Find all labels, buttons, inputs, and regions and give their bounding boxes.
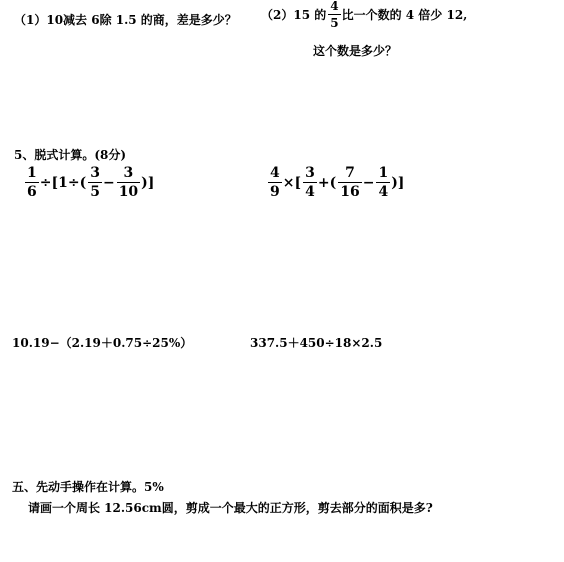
fraction-three-tenths [117,166,140,199]
fraction-numerator: 3 [305,165,315,181]
fraction-three-fifths [88,166,102,199]
fraction-numerator: 3 [123,165,134,181]
closing-brackets: )] [141,174,155,191]
expression-1 [24,166,155,199]
fraction-four-fifths [328,0,340,29]
fraction-denominator: 10 [118,184,139,200]
fraction-one-sixth [25,166,39,199]
question-2-line-2: 这个数是多少？ [313,44,398,58]
section-wu-title: 五、先动手操作在计算。5% [12,480,164,494]
operator-minus: − [362,174,375,191]
fraction-denominator: 4 [378,184,389,200]
operator-minus: − [102,174,115,191]
fraction-denominator: 6 [27,184,37,200]
fraction-numerator: 1 [27,165,37,181]
fraction-four-ninths [268,166,282,199]
expression-2 [267,166,405,199]
expression-3: 10.19−（2.19＋0.75÷25%） [12,336,193,350]
fraction-three-quarters [303,166,317,199]
expression-4: 337.5＋450÷18×2.5 [250,336,383,350]
operator-multiply-bracket: ×[ [282,174,302,191]
fraction-denominator: 4 [305,184,315,200]
question-2-line-1 [261,0,468,29]
operator-divide-bracket: ÷[1÷( [39,174,87,191]
fraction-seven-sixteenths [338,166,361,199]
fraction-numerator: 7 [345,165,355,181]
section-5-title: 5、脱式计算。(8分) [14,148,127,162]
fraction-one-quarter [376,166,390,199]
fraction-numerator: 3 [90,165,100,181]
fraction-denominator: 9 [270,184,280,200]
fraction-denominator: 5 [90,184,100,200]
question-1-text: （1）10减去 6除 1.5 的商，差是多少？ [14,13,237,27]
fraction-denominator: 5 [330,16,339,30]
fraction-numerator: 4 [270,165,280,181]
fraction-numerator: 4 [330,0,339,13]
section-wu-text: 请画一个周长 12.56cm圆，剪成一个最大的正方形，剪去部分的面积是多? [28,501,433,515]
closing-brackets: )] [391,174,405,191]
fraction-numerator: 1 [378,165,389,181]
operator-plus-paren: +( [317,174,337,191]
fraction-denominator: 16 [340,184,360,200]
question-2-prefix: （2）15 的 [261,8,327,22]
question-2-suffix: 比一个数的 4 倍少 12, [341,8,468,22]
